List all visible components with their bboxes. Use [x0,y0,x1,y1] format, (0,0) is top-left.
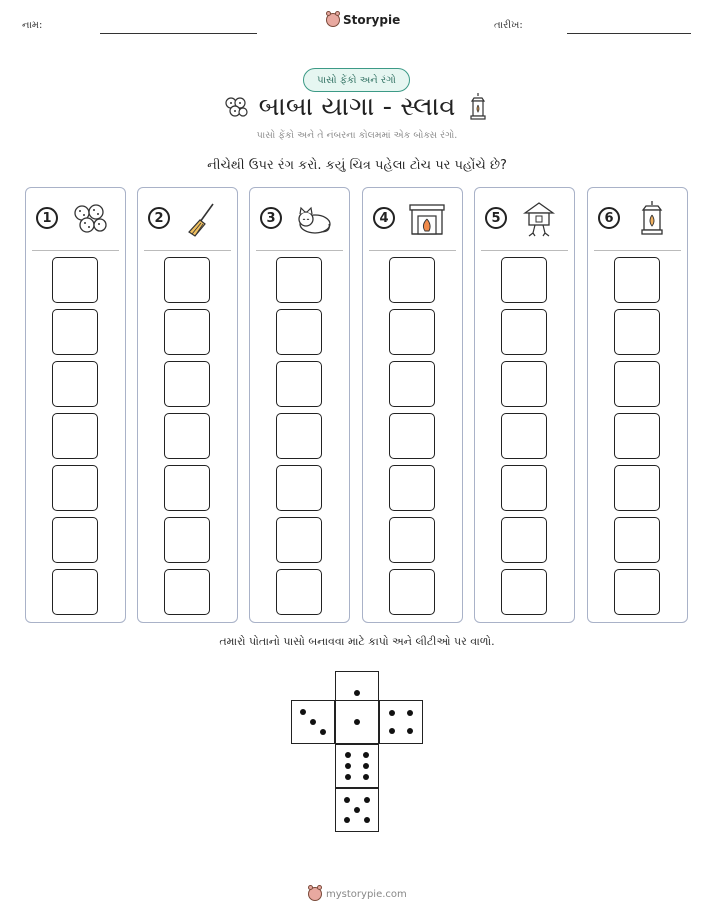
footer [308,887,407,901]
page-title: બાબા યાગા - સ્લાવ [258,92,456,122]
pip [345,752,351,758]
column-number: 4 [373,207,395,229]
column-divider [369,250,456,251]
column-5 [474,187,575,623]
pip [344,797,350,803]
activity-badge: પાસો ફેંકો અને રંગો [303,68,410,92]
column-6 [587,187,688,623]
pip [354,719,360,725]
pip [354,690,360,696]
color-box[interactable] [389,517,435,563]
footer-url[interactable]: mystorypie.com [326,888,407,900]
color-box[interactable] [164,569,210,615]
column-divider [594,250,681,251]
color-box[interactable] [52,465,98,511]
color-box[interactable] [276,569,322,615]
color-box[interactable] [276,257,322,303]
column-number: 6 [598,207,620,229]
color-box[interactable] [276,361,322,407]
color-box[interactable] [501,361,547,407]
color-box[interactable] [52,517,98,563]
color-box[interactable] [614,413,660,459]
color-box[interactable] [164,413,210,459]
color-box[interactable] [614,257,660,303]
column-divider [32,250,119,251]
column-2 [137,187,238,623]
color-box[interactable] [276,517,322,563]
pip [363,763,369,769]
color-box[interactable] [389,257,435,303]
column-number: 5 [485,207,507,229]
date-line [567,33,691,34]
color-box[interactable] [389,413,435,459]
column-4 [362,187,463,623]
color-box[interactable] [614,309,660,355]
bear-icon [326,13,340,27]
color-box[interactable] [501,309,547,355]
dice-face-center [335,700,379,744]
column-divider [256,250,343,251]
column-3 [249,187,350,623]
date-label: તારીખ: [494,20,523,31]
column-divider [144,250,231,251]
color-box[interactable] [389,309,435,355]
column-1 [25,187,126,623]
pip [363,774,369,780]
color-box[interactable] [164,257,210,303]
color-box[interactable] [501,257,547,303]
color-box[interactable] [52,413,98,459]
color-box[interactable] [276,413,322,459]
color-box[interactable] [52,257,98,303]
lantern-icon [468,92,488,122]
color-box[interactable] [501,413,547,459]
color-box[interactable] [164,465,210,511]
pip [345,763,351,769]
bear-icon [308,887,322,901]
color-box[interactable] [276,465,322,511]
subtitle: પાસો ફેંકો અને તે નંબરના કોલમમાં એક બોક્સ રંગો. [256,130,458,141]
name-line [100,33,257,34]
fireplace-icon [408,200,446,238]
pip [345,774,351,780]
color-box[interactable] [52,569,98,615]
sleeping-cat-icon [295,200,333,238]
color-box[interactable] [52,309,98,355]
color-box[interactable] [389,569,435,615]
dice-face-4 [379,700,423,744]
color-box[interactable] [164,361,210,407]
storypie-logo [326,13,400,27]
color-box[interactable] [501,517,547,563]
pip [320,729,326,735]
color-box[interactable] [614,569,660,615]
pip [364,797,370,803]
pip [364,817,370,823]
instruction-text: નીચેથી ઉપર રંગ કરો. કયું ચિત્ર પહેલા ટોચ પર પહોંચે છે? [207,158,507,173]
berries-icon [71,200,109,238]
dice-face-5 [335,788,379,832]
pip [354,807,360,813]
pip [407,728,413,734]
brand-name: Storypie [343,13,401,27]
color-box[interactable] [501,569,547,615]
color-box[interactable] [389,361,435,407]
color-box[interactable] [614,517,660,563]
pip [389,710,395,716]
color-box[interactable] [52,361,98,407]
color-box[interactable] [389,465,435,511]
color-box[interactable] [614,361,660,407]
column-number: 3 [260,207,282,229]
dice-face-2 [291,700,335,744]
cut-instructions: તમારો પોતાનો પાસો બનાવવા માટે કાપો અને લીટીઓ પર વાળો. [219,635,495,648]
color-box[interactable] [164,309,210,355]
pip [389,728,395,734]
lantern-icon [633,200,671,238]
color-box[interactable] [164,517,210,563]
broom-icon [183,200,221,238]
hut-on-chicken-legs-icon [520,200,558,238]
column-number: 2 [148,207,170,229]
pip [407,710,413,716]
column-number: 1 [36,207,58,229]
color-box[interactable] [614,465,660,511]
name-label: નામ: [22,20,43,31]
color-box[interactable] [501,465,547,511]
pip [344,817,350,823]
pip [300,709,306,715]
column-divider [481,250,568,251]
pip [363,752,369,758]
pip [310,719,316,725]
dice-face-6 [335,744,379,788]
color-box[interactable] [276,309,322,355]
